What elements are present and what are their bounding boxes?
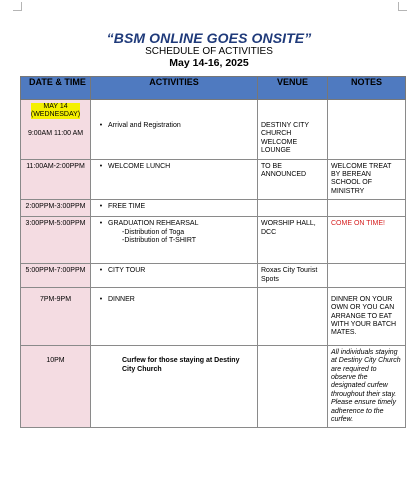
activity-cell bbox=[91, 217, 258, 264]
venue-label: TO BE ANNOUNCED bbox=[258, 159, 328, 200]
venue-cell bbox=[258, 100, 328, 160]
activity-label: FREE TIME bbox=[108, 203, 146, 211]
time-cell bbox=[21, 287, 91, 345]
date-label: MAY 14 bbox=[43, 103, 68, 110]
table-row bbox=[21, 287, 406, 345]
curfew-label: Curfew for those staying at Destiny City Church bbox=[122, 356, 240, 373]
header-venue: VENUE bbox=[258, 77, 328, 100]
table-header-row bbox=[21, 77, 406, 100]
bullet-icon: • bbox=[99, 295, 103, 303]
activity-sub-item: -Distribution of Toga bbox=[122, 228, 185, 236]
header-activities: ACTIVITIES bbox=[91, 77, 258, 100]
weekday-label: (WEDNESDAY) bbox=[30, 111, 81, 119]
notes-alert: COME ON TIME! bbox=[328, 217, 406, 264]
activity-cell bbox=[91, 100, 258, 160]
activity-sub-item: -Distribution of T-SHIRT bbox=[122, 236, 197, 244]
table-row bbox=[21, 345, 406, 428]
header-notes: NOTES bbox=[328, 77, 406, 100]
bullet-icon: • bbox=[99, 220, 103, 228]
activity-label: DINNER bbox=[108, 295, 135, 303]
time-cell bbox=[21, 100, 91, 160]
notes-cell bbox=[328, 200, 406, 217]
header-date-time: DATE & TIME bbox=[21, 77, 91, 100]
time-label: 3:00PPM-5:00PPM bbox=[21, 217, 91, 264]
time-label: 10PM bbox=[46, 356, 65, 364]
notes-cell bbox=[328, 100, 406, 160]
time-label: 7PM-9PM bbox=[39, 295, 72, 303]
activity-cell bbox=[91, 159, 258, 200]
bullet-icon: • bbox=[99, 267, 103, 275]
bullet-icon: • bbox=[99, 162, 103, 170]
activity-cell bbox=[91, 345, 258, 428]
table-row bbox=[21, 159, 406, 200]
time-label: 11:00AM-2:00PPM bbox=[21, 159, 91, 200]
table-row bbox=[21, 264, 406, 288]
activity-cell bbox=[91, 287, 258, 345]
notes-label: DINNER ON YOUR OWN OR YOU CAN ARRANGE TO EAT WITH YOUR BATCH MATES. bbox=[331, 295, 397, 337]
venue-cell bbox=[258, 200, 328, 217]
activity-cell bbox=[91, 264, 258, 288]
page-corner-mark-left bbox=[13, 2, 22, 11]
venue-cell bbox=[258, 287, 328, 345]
venue-cell bbox=[258, 345, 328, 428]
table-row bbox=[21, 100, 406, 160]
activity-cell bbox=[91, 200, 258, 217]
time-label: 2:00PPM-3:00PPM bbox=[21, 200, 91, 217]
table-row bbox=[21, 217, 406, 264]
bullet-icon: • bbox=[99, 203, 103, 211]
date-highlight bbox=[31, 103, 80, 119]
page-corner-mark-right bbox=[398, 2, 407, 11]
event-dates: May 14-16, 2025 bbox=[169, 57, 249, 69]
time-label: 9:00AM 11:00 AM bbox=[27, 130, 84, 138]
activity-label: CITY TOUR bbox=[108, 267, 146, 275]
notes-cell bbox=[328, 264, 406, 288]
time-cell bbox=[21, 345, 91, 428]
notes-cell bbox=[328, 287, 406, 345]
activity-label: Arrival and Registration bbox=[108, 122, 181, 129]
venue-label: WORSHIP HALL, DCC bbox=[258, 217, 328, 264]
activity-label: GRADUATION REHEARSAL bbox=[108, 220, 199, 228]
notes-label: WELCOME TREAT BY BEREAN SCHOOL OF MINISTRY bbox=[328, 159, 406, 200]
schedule-table bbox=[20, 76, 406, 428]
document-subtitle: SCHEDULE OF ACTIVITIES bbox=[145, 46, 273, 57]
bullet-icon: • bbox=[99, 122, 103, 129]
table-row bbox=[21, 200, 406, 217]
document-title: “BSM ONLINE GOES ONSITE” bbox=[106, 30, 312, 46]
venue-label: Roxas City Tourist Spots bbox=[258, 264, 328, 288]
activity-label: WELCOME LUNCH bbox=[108, 162, 171, 170]
curfew-notes: All individuals staying at Destiny City Church are required to observe the designated curfew throughout their stay. Please ensure timely adherence to the curfew. bbox=[328, 345, 406, 428]
venue-label: DESTINY CITY CHURCH WELCOME LOUNGE bbox=[261, 122, 309, 155]
time-label: 5:00PPM-7:00PPM bbox=[21, 264, 91, 288]
